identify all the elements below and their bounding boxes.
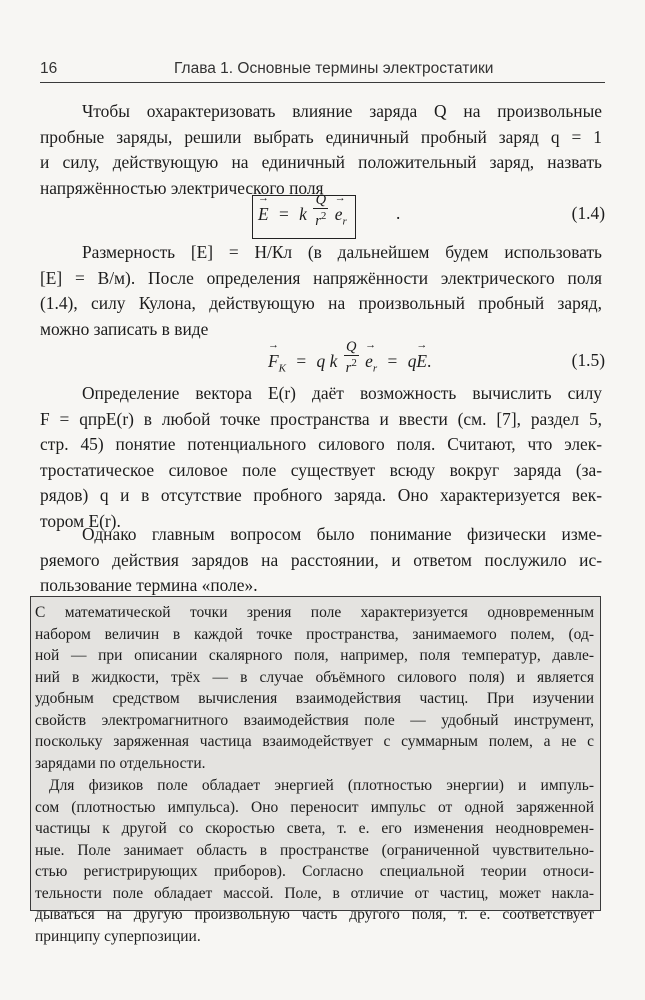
text-line: Чтобы охарактеризовать влияние заряда Q на произвольные: [82, 101, 602, 121]
text-line: рядов) q и в отсутствие пробного заряда. Оно характеризуется век-: [40, 485, 602, 505]
charge-symbol: q: [407, 350, 417, 371]
exponent: 2: [351, 357, 357, 369]
field-vector: → E: [416, 351, 427, 372]
running-header: [40, 58, 605, 83]
numerator: Q: [344, 340, 359, 356]
unit-vector: → e: [335, 204, 343, 225]
fraction: [313, 193, 328, 229]
text-line: пользование термина «поле».: [40, 575, 258, 595]
text-line: ные. Поле занимает область в пространстве (ограниченной чувствительно-: [35, 841, 594, 859]
text-line: можно записать в виде: [40, 318, 209, 339]
coulomb-constant: k: [329, 350, 338, 371]
text-line: тельности поле обладает массой. Поле, в отличие от частиц, может накла-: [35, 884, 594, 902]
denominator: r: [345, 359, 352, 376]
denominator: r: [315, 212, 321, 229]
equation-period: .: [396, 203, 401, 223]
charge-symbol: q: [316, 350, 326, 371]
text-line: ряемого действия зарядов на расстоянии, и ответом послужило ис-: [40, 549, 602, 570]
text-line: F = qпрE(r) в любой точке пространства и ввести (см. [7], раздел 5,: [40, 408, 602, 429]
fraction: [344, 340, 359, 376]
text-line: напряжённостью электрического поля: [40, 177, 324, 198]
chapter-title: Глава 1. Основные термины электростатики: [174, 60, 494, 77]
paragraph-field-definition: [40, 381, 602, 534]
text-line: свойств электромагнитного взаимодействия поле — удобный инструмент,: [35, 711, 594, 729]
force-vector: → F: [268, 351, 279, 372]
text-line: (1.4), силу Кулона, действующую на произвольный пробный заряд,: [40, 293, 602, 313]
text-line: зарядами по отдельности.: [35, 754, 206, 772]
unit-vector-subscript: r: [342, 215, 347, 228]
text-line: тором E(r).: [40, 510, 121, 531]
text-line: Определение вектора E(r) даёт возможность вычислить силу: [82, 383, 602, 403]
text-line: набором величин в каждой точке пространства, занимаемого полем, (од-: [35, 625, 594, 643]
text-line: поскольку заряженная частица взаимодействует с суммарным полем, а не с: [35, 733, 594, 750]
text-line: частицы к другой со скоростью света, т. е. его изменения неодновремен-: [35, 820, 594, 837]
text-line: С математической точки зрения поле характеризуется одновременным: [35, 604, 594, 621]
numerator: Q: [313, 193, 328, 209]
paragraph-field-term: [40, 522, 602, 599]
equals-sign: =: [278, 203, 289, 224]
unit-vector: → e: [365, 351, 373, 372]
page-number: 16: [40, 60, 58, 77]
sidebar-paragraph-2: [35, 775, 594, 947]
coulomb-constant: k: [299, 203, 307, 224]
exponent: 2: [320, 210, 327, 222]
text-line: стью регистрирующих приборов). Согласно специальной теории относи-: [35, 863, 594, 880]
equals-sign: =: [296, 350, 307, 371]
equation-number: (1.5): [571, 350, 605, 370]
text-line: и силу, действующую на единичный положительный заряд, назвать: [40, 152, 602, 172]
text-line: принципу суперпозиции.: [35, 927, 201, 945]
text-line: тростатическое силовое поле существует всюду вокруг заряда (за-: [40, 459, 602, 480]
text-line: удобным средством вычисления взаимодействия частиц. При изучении: [35, 690, 594, 707]
text-line: сом (плотностью импульса). Оно переносит импульс от одной заряженной: [35, 798, 594, 816]
equation-period: .: [427, 350, 432, 371]
text-line: Для физиков поле обладает энергией (плотностью энергии) и импуль-: [49, 777, 594, 794]
text-line: Размерность [E] = Н/Кл (в дальнейшем будем использовать: [82, 242, 602, 262]
equation-number: (1.4): [571, 203, 605, 223]
paragraph-dimension: [40, 240, 602, 342]
text-line: дываться на другую произвольную часть другого поля, т. е. соответствует: [35, 906, 594, 923]
text-line: ной — при описании скалярного поля, например, поля температур, давле-: [35, 647, 594, 664]
text-line: [E] = В/м). После определения напряжённости электрического поля: [40, 267, 602, 288]
text-line: Однако главным вопросом было понимание физически изме-: [82, 524, 602, 544]
field-vector: → E: [258, 204, 269, 225]
unit-vector-subscript: r: [372, 362, 378, 375]
equals-sign: =: [387, 350, 398, 371]
text-line: пробные заряды, решили выбрать единичный пробный заряд q = 1: [40, 126, 602, 147]
force-subscript: K: [278, 362, 286, 375]
text-line: ний в жидкости, трёх — в случае объёмного силового поля) и является: [35, 668, 594, 686]
text-line: стр. 45) понятие потенциального силового поля. Считают, что элек-: [40, 434, 602, 454]
sidebar-paragraph-1: [35, 602, 594, 774]
paragraph-intro: [40, 99, 602, 201]
